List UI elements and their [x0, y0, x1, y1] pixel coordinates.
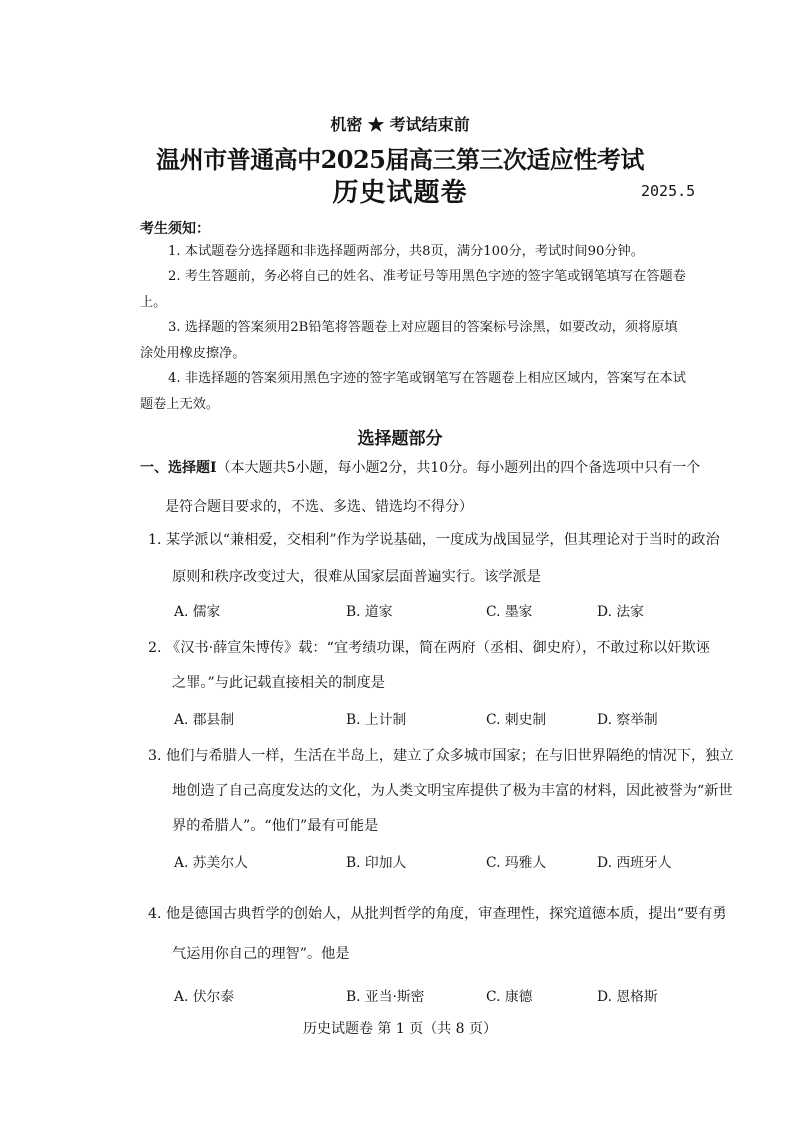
question-2-option-d: D. 察举制 [597, 712, 658, 728]
question-3-line: 3. 他们与希腊人一样，生活在半岛上，建立了众多城市国家；在与旧世界隔绝的情况下，独立 [148, 748, 734, 764]
part-heading [140, 457, 700, 477]
question-2-line: 2. 《汉书·薛宣朱博传》载：“宜考绩功课，简在两府（丞相、御史府），不敢过称以奸欺诬 [148, 640, 710, 656]
question-1-option-b: B. 道家 [346, 604, 393, 620]
notice-line: 4. 非选择题的答案须用黑色字迹的签字笔或钢笔写在答题卷上相应区域内，答案写在本试 [168, 371, 686, 386]
question-1-line: 1. 某学派以“兼相爱，交相利”作为学说基础，一度成为战国显学，但其理论对于当时的政治 [148, 532, 720, 548]
question-2-option-a: A. 郡县制 [174, 712, 235, 728]
notice-line: 题卷上无效。 [140, 397, 220, 412]
question-3-option-a: A. 苏美尔人 [174, 855, 248, 871]
question-1-option-a: A. 儒家 [174, 604, 221, 620]
question-3-option-b: B. 印加人 [346, 855, 407, 871]
question-4-line: 4. 他是德国古典哲学的创始人，从批判哲学的角度，审查理性，探究道德本质，提出“要有勇 [148, 906, 727, 922]
exam-date: 2025.5 [641, 182, 696, 200]
question-3-option-c: C. 玛雅人 [486, 855, 547, 871]
part-heading-continued: 是符合题目要求的，不选、多选、错选均不得分） [165, 499, 473, 515]
notice-line: 3. 选择题的答案须用2B铅笔将答题卷上对应题目的答案标号涂黑，如要改动，须将原填 [168, 320, 678, 335]
question-1-option-c: C. 墨家 [486, 604, 533, 620]
notice-line: 涂处用橡皮擦净。 [140, 346, 246, 361]
question-3-line: 界的希腊人”。“他们”最有可能是 [172, 818, 379, 834]
exam-title: 温州市普通高中2025届高三第三次适应性考试 [156, 145, 644, 174]
part-label: 一、选择题Ⅰ [140, 460, 217, 476]
question-3-line: 地创造了自己高度发达的文化，为人类文明宝库提供了极为丰富的材料，因此被誉为“新世 [172, 783, 733, 799]
question-4-line: 气运用你自己的理智”。他是 [172, 946, 350, 962]
question-2-option-c: C. 刺史制 [486, 712, 547, 728]
question-4-option-d: D. 恩格斯 [597, 989, 658, 1005]
question-1-option-d: D. 法家 [597, 604, 644, 620]
question-2-option-b: B. 上计制 [346, 712, 407, 728]
notice-line: 2. 考生答题前，务必将自己的姓名、准考证号等用黑色字迹的签字笔或钢笔填写在答题卷 [168, 269, 686, 284]
notice-line: 1. 本试题卷分选择题和非选择题两部分，共8页，满分100分，考试时间90分钟。 [168, 244, 644, 259]
section-title: 选择题部分 [357, 429, 443, 449]
notice-line: 上。 [140, 295, 167, 310]
question-4-option-a: A. 伏尔泰 [174, 989, 235, 1005]
notice-heading: 考生须知： [140, 221, 210, 237]
question-3-option-d: D. 西班牙人 [597, 855, 672, 871]
exam-subtitle: 历史试题卷 [332, 178, 468, 208]
question-4-option-b: B. 亚当·斯密 [346, 989, 425, 1005]
question-4-option-c: C. 康德 [486, 989, 533, 1005]
secret-label: 机密 ★ 考试结束前 [330, 115, 470, 134]
page-footer: 历史试题卷 第 1 页（共 8 页） [302, 1021, 498, 1037]
part-description: （本大题共5小题，每小题2分，共10分。每小题列出的四个备选项中只有一个 [216, 460, 701, 476]
question-1-line: 原则和秩序改变过大，很难从国家层面普遍实行。该学派是 [172, 569, 541, 585]
question-2-line: 之罪。”与此记载直接相关的制度是 [172, 675, 385, 691]
